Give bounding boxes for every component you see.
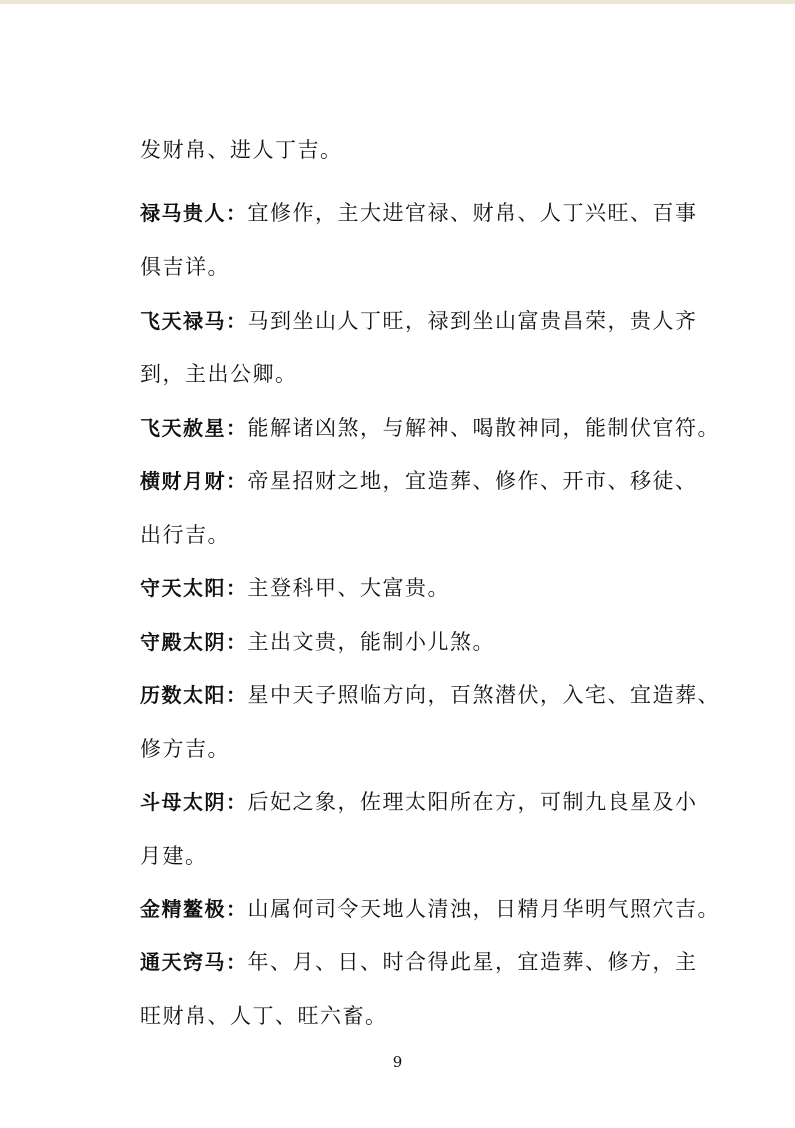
text-line <box>140 521 230 549</box>
text-line <box>140 895 720 923</box>
line-text: 发财帛、进人丁吉。 <box>140 138 343 162</box>
text-line <box>140 1002 388 1030</box>
line-term: 守天太阳： <box>140 576 248 600</box>
text-line <box>140 467 698 495</box>
line-text: 帝星招财之地，宜造葬、修作、开市、移徒、 <box>247 469 698 493</box>
text-line <box>140 307 698 335</box>
text-line <box>140 136 343 164</box>
line-term: 通天窍马： <box>140 950 248 974</box>
line-text: 山属何司令天地人清浊，日精月华明气照穴吉。 <box>247 897 720 921</box>
line-term: 金精鳌极： <box>140 897 248 921</box>
text-line <box>140 628 495 656</box>
line-text: 俱吉详。 <box>140 255 230 279</box>
text-line <box>140 414 720 442</box>
text-line <box>140 948 698 976</box>
line-text: 星中天子照临方向，百煞潜伏，入宅、宜造葬、 <box>247 683 720 707</box>
line-text: 宜修作，主大进官禄、财帛、人丁兴旺、百事 <box>247 201 698 225</box>
line-term: 横财月财： <box>140 469 248 493</box>
line-term: 禄马贵人： <box>140 201 248 225</box>
text-line <box>140 199 698 227</box>
text-line <box>140 253 230 281</box>
line-text: 年、月、日、时合得此星，宜造葬、修方，主 <box>247 950 698 974</box>
line-term: 历数太阳： <box>140 683 248 707</box>
line-term: 飞天禄马： <box>140 309 248 333</box>
line-text: 修方吉。 <box>140 737 230 761</box>
text-line <box>140 681 720 709</box>
page-number: 9 <box>392 1053 403 1071</box>
line-text: 后妃之象，佐理太阳所在方，可制九良星及小 <box>247 790 698 814</box>
line-term: 守殿太阴： <box>140 630 248 654</box>
line-term: 斗母太阴： <box>140 790 248 814</box>
line-text: 主出文贵，能制小儿煞。 <box>247 630 495 654</box>
text-line <box>140 360 298 388</box>
line-term: 飞天赦星： <box>140 416 248 440</box>
line-text: 月建。 <box>140 844 208 868</box>
text-line <box>140 788 698 816</box>
text-line <box>140 574 450 602</box>
text-line <box>140 735 230 763</box>
line-text: 能解诸凶煞，与解神、喝散神同，能制伏官符。 <box>247 416 720 440</box>
line-text: 出行吉。 <box>140 523 230 547</box>
top-border <box>0 0 795 4</box>
line-text: 旺财帛、人丁、旺六畜。 <box>140 1004 388 1028</box>
line-text: 马到坐山人丁旺，禄到坐山富贵昌荣，贵人齐 <box>247 309 698 333</box>
line-text: 到，主出公卿。 <box>140 362 298 386</box>
line-text: 主登科甲、大富贵。 <box>247 576 450 600</box>
text-line <box>140 842 208 870</box>
